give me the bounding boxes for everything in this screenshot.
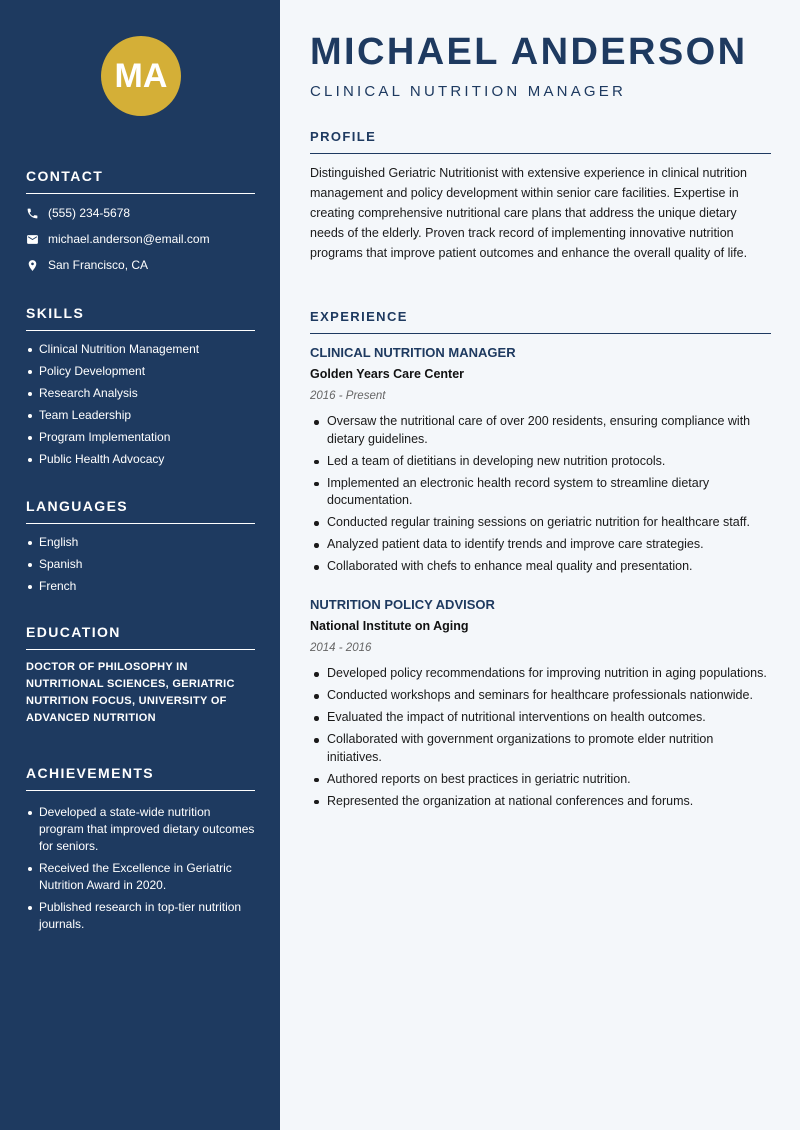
achievements-title: ACHIEVEMENTS: [26, 765, 255, 791]
job-entry: [310, 345, 771, 580]
achievements-list: [26, 804, 255, 933]
email-icon: [26, 233, 39, 246]
candidate-title: CLINICAL NUTRITION MANAGER: [310, 83, 627, 100]
sidebar: [0, 0, 280, 1130]
list-item: Team Leadership: [26, 407, 255, 424]
list-item: Published research in top-tier nutrition journals.: [26, 899, 255, 933]
list-item: Led a team of dietitians in developing new nutrition protocols.: [310, 453, 771, 471]
job-dates: 2016 - Present: [310, 390, 386, 402]
contact-title: CONTACT: [26, 168, 255, 194]
list-item: Implemented an electronic health record system to streamline dietary documentation.: [310, 475, 771, 510]
email-text[interactable]: michael.anderson@email.com: [48, 232, 210, 246]
list-item: English: [26, 534, 255, 551]
job-role: CLINICAL NUTRITION MANAGER: [310, 345, 516, 360]
list-item: Represented the organization at national conferences and forums.: [310, 793, 771, 811]
list-item: Policy Development: [26, 363, 255, 380]
list-item: Clinical Nutrition Management: [26, 341, 255, 358]
list-item: Received the Excellence in Geriatric Nutrition Award in 2020.: [26, 860, 255, 894]
avatar: [101, 36, 181, 116]
list-item: Developed policy recommendations for improving nutrition in aging populations.: [310, 665, 771, 683]
contact-location: [26, 252, 255, 278]
languages-list: [26, 534, 255, 595]
list-item: Conducted workshops and seminars for healthcare professionals nationwide.: [310, 687, 771, 705]
list-item: Spanish: [26, 556, 255, 573]
job-company: National Institute on Aging: [310, 619, 469, 633]
list-item: French: [26, 578, 255, 595]
profile-title: PROFILE: [310, 129, 771, 154]
list-item: Collaborated with government organizations to promote elder nutrition initiatives.: [310, 731, 771, 766]
phone-text[interactable]: (555) 234-5678: [48, 206, 131, 220]
list-item: Public Health Advocacy: [26, 451, 255, 468]
contact-phone: [26, 200, 255, 226]
candidate-name: MICHAEL ANDERSON: [310, 31, 748, 73]
phone-icon: [26, 207, 39, 220]
job-entry: [310, 597, 771, 815]
list-item: Oversaw the nutritional care of over 200 residents, ensuring compliance with dietary guidelines.: [310, 413, 771, 448]
job-bullets: [310, 413, 771, 576]
list-item: Authored reports on best practices in geriatric nutrition.: [310, 771, 771, 789]
list-item: Evaluated the impact of nutritional interventions on health outcomes.: [310, 709, 771, 727]
education-degree: DOCTOR OF PHILOSOPHY IN NUTRITIONAL SCIENCES, GERIATRIC NUTRITION FOCUS, UNIVERSITY OF ADVANCED NUTRITION: [26, 661, 235, 724]
contact-section: [26, 168, 255, 278]
list-item: Research Analysis: [26, 385, 255, 402]
contact-email: [26, 226, 255, 252]
job-company: Golden Years Care Center: [310, 367, 465, 381]
avatar-initials: MA: [114, 56, 168, 95]
list-item: Collaborated with chefs to enhance meal quality and presentation.: [310, 558, 771, 576]
job-bullets: [310, 665, 771, 810]
skills-section: [26, 305, 255, 473]
education-section: [26, 624, 255, 727]
skills-list: [26, 341, 255, 468]
skills-title: SKILLS: [26, 305, 255, 331]
location-pin-icon: [26, 259, 39, 272]
education-title: EDUCATION: [26, 624, 255, 650]
job-role: NUTRITION POLICY ADVISOR: [310, 597, 495, 612]
list-item: Conducted regular training sessions on geriatric nutrition for healthcare staff.: [310, 514, 771, 532]
list-item: Analyzed patient data to identify trends and improve care strategies.: [310, 536, 771, 554]
list-item: Developed a state-wide nutrition program that improved dietary outcomes for seniors.: [26, 804, 255, 855]
languages-title: LANGUAGES: [26, 498, 255, 524]
languages-section: [26, 498, 255, 600]
job-dates: 2014 - 2016: [310, 642, 372, 654]
list-item: Program Implementation: [26, 429, 255, 446]
experience-title: EXPERIENCE: [310, 309, 771, 334]
achievements-section: [26, 765, 255, 938]
profile-text: Distinguished Geriatric Nutritionist with extensive experience in clinical nutrition management and policy development within senior care facilities. Expertise in creating comprehensive nutritional care plans that address the unique dietary needs of the elderly. Proven track record of implementing innovative nutrition programs that improve patient outcomes and enhance the overall quality of life.: [310, 166, 748, 260]
location-text: San Francisco, CA: [48, 258, 149, 272]
